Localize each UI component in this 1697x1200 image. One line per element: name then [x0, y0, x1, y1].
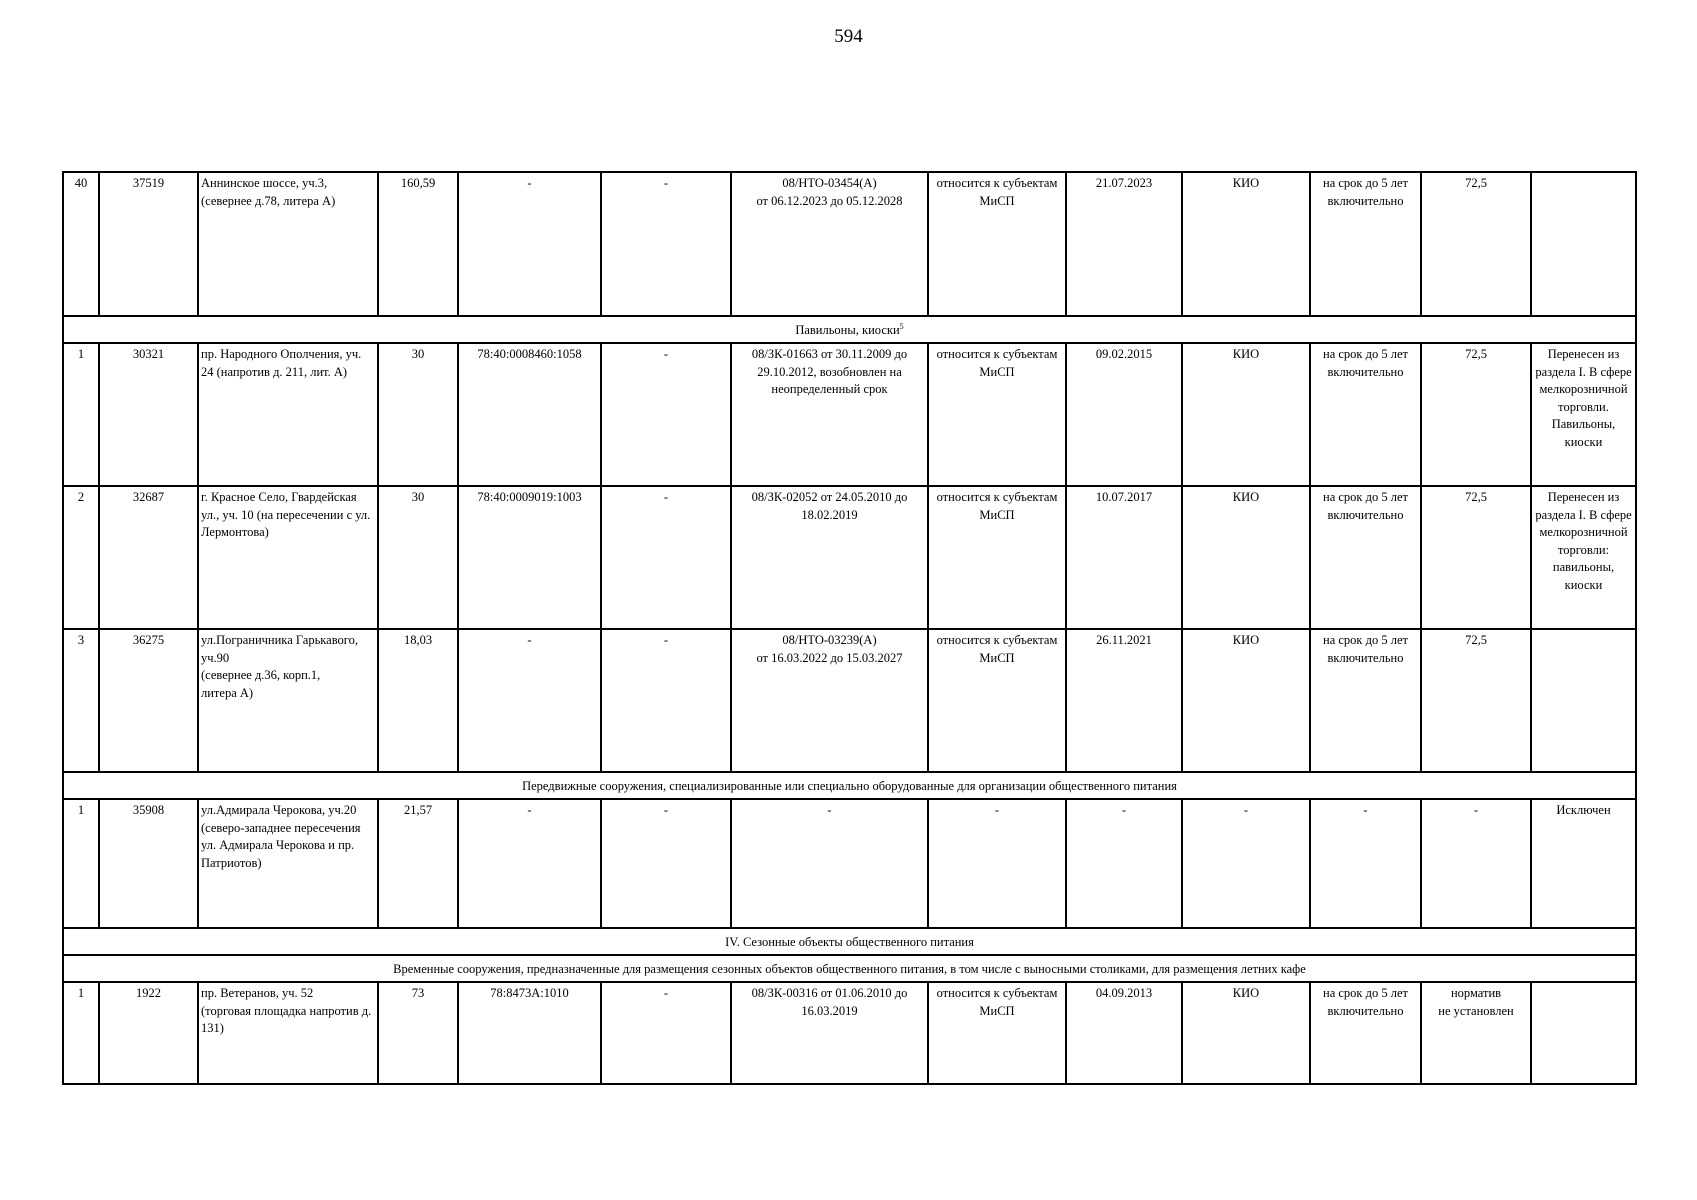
cell-authority	[1182, 486, 1310, 629]
cell-term	[1310, 799, 1421, 928]
section-header	[63, 316, 1636, 343]
cell-text: не установлен	[1438, 1003, 1514, 1018]
cell-row-number	[63, 486, 99, 629]
cell-text: 08/ЗК-01663 от 30.11.2009 до 29.10.2012, возобновлен на неопределенный срок	[751, 347, 908, 396]
cell-extra-number	[601, 486, 731, 629]
cell-text: 08/НТО-03239(А)	[782, 633, 877, 647]
cell-text: 1	[77, 347, 85, 361]
cell-text: ул.Адмирала Черокова, уч.20	[201, 803, 357, 817]
cell-text: 35908	[132, 803, 165, 817]
cell-cadastral-number	[458, 486, 601, 629]
cell-area	[378, 343, 458, 486]
cell-cadastral-number	[458, 172, 601, 316]
table-row	[63, 486, 1636, 629]
cell-text: относится к субъектам МиСП	[936, 347, 1058, 379]
cell-rate	[1421, 486, 1531, 629]
cell-contract	[731, 486, 928, 629]
cell-authority	[1182, 172, 1310, 316]
section-title	[63, 316, 1636, 343]
cell-cadastral-number	[458, 982, 601, 1084]
cell-text: 30	[411, 490, 425, 504]
cell-text: пр. Народного Ополчения, уч. 24 (напротив д. 211, лит. А)	[201, 347, 362, 379]
cell-text: 30	[411, 347, 425, 361]
cell-area	[378, 172, 458, 316]
cell-address	[198, 343, 378, 486]
cell-rate	[1421, 172, 1531, 316]
cell-text: 72,5	[1465, 633, 1487, 647]
cell-text: -	[663, 803, 669, 817]
cell-text: -	[1121, 803, 1127, 817]
cell-text: -	[1363, 803, 1368, 817]
cell-text: 160,59	[400, 176, 436, 190]
cell-area	[378, 982, 458, 1084]
cell-text: на срок до 5 лет включительно	[1323, 986, 1408, 1018]
cell-authority	[1182, 343, 1310, 486]
section-header	[63, 928, 1636, 955]
cell-object-id	[99, 343, 198, 486]
cell-text: -	[663, 176, 669, 190]
table-row	[63, 172, 1636, 316]
cell-rate	[1421, 343, 1531, 486]
cell-row-number	[63, 172, 99, 316]
section-header	[63, 955, 1636, 982]
cell-text: 1	[77, 803, 85, 817]
cell-text: -	[994, 803, 1000, 817]
cell-text: на срок до 5 лет включительно	[1323, 633, 1408, 665]
section-title-text: Временные сооружения, предназначенные для размещения сезонных объектов общественного питания, в том числе с выносными столиками, для размещения летних кафе	[393, 961, 1306, 976]
cell-note	[1531, 799, 1636, 928]
cell-text: пр. Ветеранов, уч. 52	[201, 986, 314, 1000]
cell-text: (севернее д.78, литера А)	[201, 193, 336, 208]
cell-text: 32687	[132, 490, 165, 504]
cell-date	[1066, 486, 1182, 629]
cell-text: (севернее д.36, корп.1,	[201, 668, 321, 682]
cell-text: норматив	[1450, 986, 1502, 1000]
cell-object-id	[99, 799, 198, 928]
cell-contract	[731, 172, 928, 316]
cell-text: Аннинское шоссе, уч.3,	[201, 176, 328, 190]
cell-smb-status	[928, 982, 1066, 1084]
cell-text: 78:8473А:1010	[490, 986, 569, 1000]
section-title	[63, 772, 1636, 799]
cell-contract	[731, 982, 928, 1084]
cell-text: ул.Пограничника Гарькавого, уч.90	[201, 633, 358, 665]
cell-text: 04.09.2013	[1095, 986, 1153, 1000]
cell-text: КИО	[1232, 490, 1260, 504]
cell-text: 10.07.2017	[1095, 490, 1153, 504]
table-row	[63, 343, 1636, 486]
cell-note	[1531, 486, 1636, 629]
cell-text: относится к субъектам МиСП	[936, 176, 1058, 208]
cell-text: на срок до 5 лет включительно	[1323, 176, 1408, 208]
cell-text: относится к субъектам МиСП	[936, 986, 1058, 1018]
cell-text: 2	[77, 490, 85, 504]
cell-authority	[1182, 799, 1310, 928]
cell-text: относится к субъектам МиСП	[936, 633, 1058, 665]
cell-authority	[1182, 982, 1310, 1084]
cell-text: КИО	[1232, 347, 1260, 361]
cell-text: литера А)	[201, 685, 254, 700]
cell-row-number	[63, 343, 99, 486]
cell-text: -	[527, 803, 532, 817]
cell-rate	[1421, 629, 1531, 772]
cell-text: 3	[77, 633, 85, 647]
section-title-text: IV. Сезонные объекты общественного питания	[725, 934, 974, 949]
cell-text: -	[527, 176, 532, 190]
cell-smb-status	[928, 799, 1066, 928]
cell-contract	[731, 799, 928, 928]
cell-smb-status	[928, 343, 1066, 486]
cell-address	[198, 486, 378, 629]
cell-note	[1531, 629, 1636, 772]
cell-text: 72,5	[1465, 347, 1487, 361]
cell-address	[198, 799, 378, 928]
cell-object-id	[99, 982, 198, 1084]
cell-text: -	[1473, 803, 1479, 817]
cell-text: 1922	[136, 986, 161, 1000]
cell-row-number	[63, 799, 99, 928]
footnote-marker: 5	[899, 321, 904, 331]
cell-extra-number	[601, 799, 731, 928]
cell-text: КИО	[1232, 176, 1260, 190]
cell-term	[1310, 343, 1421, 486]
cell-text: Исключен	[1556, 803, 1611, 817]
cell-extra-number	[601, 982, 731, 1084]
cell-date	[1066, 343, 1182, 486]
cell-note	[1531, 172, 1636, 316]
cell-term	[1310, 172, 1421, 316]
cell-date	[1066, 172, 1182, 316]
cell-rate	[1421, 799, 1531, 928]
cell-text: КИО	[1232, 633, 1260, 647]
cell-text: на срок до 5 лет включительно	[1323, 347, 1408, 379]
cell-text: 30321	[132, 347, 165, 361]
section-header	[63, 772, 1636, 799]
cell-area	[378, 629, 458, 772]
cell-text: (северо-западнее пересечения ул. Адмирала Черокова и пр. Патриотов)	[201, 820, 361, 870]
cell-term	[1310, 982, 1421, 1084]
cell-text: -	[1243, 803, 1249, 817]
cell-rate	[1421, 982, 1531, 1084]
cell-text: 1	[77, 986, 85, 1000]
cell-text: Перенесен из раздела I. В сфере мелкорозничной торговли. Павильоны, киоски	[1535, 347, 1632, 449]
cell-text: 08/НТО-03454(А)	[782, 176, 877, 190]
section-title	[63, 928, 1636, 955]
cell-cadastral-number	[458, 343, 601, 486]
cell-date	[1066, 629, 1182, 772]
cell-text: (торговая площадка напротив д. 131)	[201, 1003, 372, 1035]
cell-address	[198, 982, 378, 1084]
register-table	[62, 171, 1637, 1085]
cell-text: -	[663, 633, 669, 647]
cell-contract	[731, 343, 928, 486]
cell-text: 09.02.2015	[1095, 347, 1153, 361]
cell-row-number	[63, 982, 99, 1084]
cell-cadastral-number	[458, 799, 601, 928]
section-title-text: Передвижные сооружения, специализированные или специально оборудованные для организации общественного питания	[522, 778, 1177, 793]
cell-text: 08/ЗК-00316 от 01.06.2010 до 16.03.2019	[751, 986, 908, 1018]
cell-date	[1066, 799, 1182, 928]
cell-note	[1531, 982, 1636, 1084]
cell-authority	[1182, 629, 1310, 772]
section-title-text: Павильоны, киоски	[795, 322, 900, 337]
cell-extra-number	[601, 172, 731, 316]
cell-text: -	[663, 490, 669, 504]
cell-text: -	[527, 633, 532, 647]
cell-text: от 06.12.2023 до 05.12.2028	[756, 193, 903, 208]
cell-text: 18,03	[403, 633, 433, 647]
section-title	[63, 955, 1636, 982]
cell-text: Перенесен из раздела I. В сфере мелкорозничной торговли: павильоны, киоски	[1535, 490, 1632, 592]
cell-text: 78:40:0008460:1058	[477, 347, 582, 361]
cell-text: КИО	[1232, 986, 1260, 1000]
cell-contract	[731, 629, 928, 772]
cell-date	[1066, 982, 1182, 1084]
cell-text: от 16.03.2022 до 15.03.2027	[756, 650, 903, 665]
cell-text: 78:40:0009019:1003	[477, 490, 582, 504]
cell-text: 26.11.2021	[1096, 633, 1152, 647]
table-row	[63, 629, 1636, 772]
cell-smb-status	[928, 629, 1066, 772]
cell-text: 72,5	[1465, 176, 1487, 190]
cell-text: 37519	[132, 176, 165, 190]
cell-text: 21,57	[403, 803, 433, 817]
table-row	[63, 799, 1636, 928]
cell-note	[1531, 343, 1636, 486]
cell-address	[198, 172, 378, 316]
cell-text: 72,5	[1465, 490, 1487, 504]
cell-text: г. Красное Село, Гвардейская ул., уч. 10 (на пересечении с ул. Лермонтова)	[201, 490, 371, 539]
cell-extra-number	[601, 343, 731, 486]
cell-text: 40	[74, 176, 88, 190]
cell-text: относится к субъектам МиСП	[936, 490, 1058, 522]
cell-text: на срок до 5 лет включительно	[1323, 490, 1408, 522]
cell-term	[1310, 486, 1421, 629]
page-number: 594	[834, 26, 863, 47]
cell-object-id	[99, 486, 198, 629]
cell-text: 08/ЗК-02052 от 24.05.2010 до 18.02.2019	[751, 490, 908, 522]
cell-row-number	[63, 629, 99, 772]
cell-address	[198, 629, 378, 772]
cell-area	[378, 486, 458, 629]
cell-text: 21.07.2023	[1095, 176, 1153, 190]
cell-extra-number	[601, 629, 731, 772]
cell-text: -	[663, 986, 669, 1000]
cell-cadastral-number	[458, 629, 601, 772]
cell-text: 36275	[132, 633, 165, 647]
cell-text: 73	[411, 986, 425, 1000]
cell-area	[378, 799, 458, 928]
cell-term	[1310, 629, 1421, 772]
cell-object-id	[99, 629, 198, 772]
cell-smb-status	[928, 172, 1066, 316]
cell-smb-status	[928, 486, 1066, 629]
table-row	[63, 982, 1636, 1084]
cell-text: -	[663, 347, 669, 361]
cell-object-id	[99, 172, 198, 316]
cell-text: -	[827, 803, 832, 817]
